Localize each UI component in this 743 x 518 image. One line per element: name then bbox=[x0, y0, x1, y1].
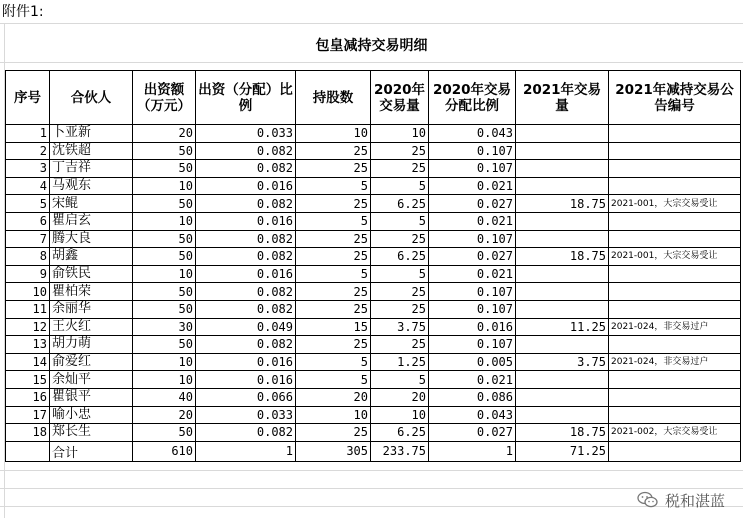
cell-partner: 郑长生 bbox=[50, 424, 133, 442]
cell-ratio2020: 0.021 bbox=[429, 371, 516, 389]
cell-partner: 余丽华 bbox=[50, 300, 133, 318]
cell-shares: 25 bbox=[296, 142, 371, 160]
cell-seq: 14 bbox=[6, 353, 50, 371]
cell-shares: 25 bbox=[296, 160, 371, 178]
table-row bbox=[6, 177, 741, 195]
cell-vol2021 bbox=[516, 160, 609, 178]
cell-ratio2020: 0.107 bbox=[429, 336, 516, 354]
header-notice2021: 2021年减持交易公告编号 bbox=[609, 71, 741, 125]
table-row bbox=[6, 406, 741, 424]
cell-vol2020: 5 bbox=[371, 265, 429, 283]
cell-capital: 20 bbox=[133, 125, 196, 143]
watermark bbox=[637, 486, 725, 514]
cell-partner: 余灿平 bbox=[50, 371, 133, 389]
cell-vol2020: 6.25 bbox=[371, 195, 429, 213]
cell-vol2020: 25 bbox=[371, 230, 429, 248]
cell-ratio2020: 0.043 bbox=[429, 125, 516, 143]
cell-capital: 50 bbox=[133, 300, 196, 318]
cell-seq: 5 bbox=[6, 195, 50, 213]
cell-notice2021 bbox=[609, 300, 741, 318]
cell-notice2021 bbox=[609, 230, 741, 248]
cell-vol2021: 18.75 bbox=[516, 424, 609, 442]
cell-seq: 18 bbox=[6, 424, 50, 442]
cell-shares: 5 bbox=[296, 353, 371, 371]
cell-notice2021 bbox=[609, 371, 741, 389]
cell-shares: 15 bbox=[296, 318, 371, 336]
table-row bbox=[6, 371, 741, 389]
cell-capital: 10 bbox=[133, 177, 196, 195]
cell-vol2021 bbox=[516, 336, 609, 354]
cell-vol2020: 5 bbox=[371, 177, 429, 195]
cell-shares: 25 bbox=[296, 248, 371, 266]
cell-vol2021 bbox=[516, 300, 609, 318]
cell-vol2021: 18.75 bbox=[516, 195, 609, 213]
cell-shares: 25 bbox=[296, 336, 371, 354]
cell-capital: 50 bbox=[133, 160, 196, 178]
header-shares: 持股数 bbox=[296, 71, 371, 125]
total-vol2020: 233.75 bbox=[371, 441, 429, 461]
table-row bbox=[6, 353, 741, 371]
header-row bbox=[6, 71, 741, 125]
cell-vol2021 bbox=[516, 212, 609, 230]
table-row bbox=[6, 125, 741, 143]
cell-partner: 腾大良 bbox=[50, 230, 133, 248]
cell-capital: 10 bbox=[133, 212, 196, 230]
cell-partner: 卜亚新 bbox=[50, 125, 133, 143]
cell-vol2021 bbox=[516, 388, 609, 406]
cell-notice2021 bbox=[609, 336, 741, 354]
cell-partner: 俞铁民 bbox=[50, 265, 133, 283]
cell-notice2021: 2021-001，大宗交易受让 bbox=[609, 195, 741, 213]
cell-ratio2020: 0.107 bbox=[429, 230, 516, 248]
table-body bbox=[6, 125, 741, 442]
cell-seq: 12 bbox=[6, 318, 50, 336]
cell-shares: 10 bbox=[296, 406, 371, 424]
cell-shares: 25 bbox=[296, 195, 371, 213]
cell-notice2021 bbox=[609, 283, 741, 301]
cell-vol2020: 25 bbox=[371, 160, 429, 178]
cell-vol2020: 10 bbox=[371, 406, 429, 424]
cell-capital: 10 bbox=[133, 371, 196, 389]
cell-ratio2020: 0.107 bbox=[429, 142, 516, 160]
reduction-table bbox=[5, 70, 741, 462]
cell-seq: 3 bbox=[6, 160, 50, 178]
cell-ratio: 0.082 bbox=[196, 424, 296, 442]
total-notice2021 bbox=[609, 441, 741, 461]
table-row bbox=[6, 283, 741, 301]
cell-capital: 10 bbox=[133, 265, 196, 283]
total-capital: 610 bbox=[133, 441, 196, 461]
cell-vol2020: 25 bbox=[371, 142, 429, 160]
cell-vol2020: 6.25 bbox=[371, 424, 429, 442]
cell-ratio2020: 0.021 bbox=[429, 265, 516, 283]
cell-vol2021: 18.75 bbox=[516, 248, 609, 266]
cell-vol2021 bbox=[516, 371, 609, 389]
cell-shares: 25 bbox=[296, 300, 371, 318]
cell-seq: 10 bbox=[6, 283, 50, 301]
table-row bbox=[6, 336, 741, 354]
cell-seq: 13 bbox=[6, 336, 50, 354]
cell-capital: 40 bbox=[133, 388, 196, 406]
header-ratio2020: 2020年交易分配比例 bbox=[429, 71, 516, 125]
cell-seq: 7 bbox=[6, 230, 50, 248]
cell-notice2021 bbox=[609, 142, 741, 160]
header-vol2020: 2020年交易量 bbox=[371, 71, 429, 125]
cell-notice2021: 2021-001，大宗交易受让 bbox=[609, 248, 741, 266]
table-row bbox=[6, 142, 741, 160]
cell-partner: 瞿银平 bbox=[50, 388, 133, 406]
cell-ratio2020: 0.016 bbox=[429, 318, 516, 336]
cell-partner: 沈铁超 bbox=[50, 142, 133, 160]
cell-shares: 10 bbox=[296, 125, 371, 143]
cell-vol2020: 5 bbox=[371, 212, 429, 230]
header-partner: 合伙人 bbox=[50, 71, 133, 125]
cell-shares: 5 bbox=[296, 265, 371, 283]
cell-ratio: 0.082 bbox=[196, 300, 296, 318]
cell-vol2021 bbox=[516, 230, 609, 248]
cell-vol2020: 20 bbox=[371, 388, 429, 406]
cell-ratio: 0.016 bbox=[196, 212, 296, 230]
table-row bbox=[6, 212, 741, 230]
cell-seq: 11 bbox=[6, 300, 50, 318]
cell-seq: 8 bbox=[6, 248, 50, 266]
cell-ratio: 0.082 bbox=[196, 336, 296, 354]
cell-ratio: 0.082 bbox=[196, 248, 296, 266]
cell-vol2020: 10 bbox=[371, 125, 429, 143]
watermark-text: 税和湛蓝 bbox=[664, 491, 725, 510]
cell-vol2020: 6.25 bbox=[371, 248, 429, 266]
cell-capital: 50 bbox=[133, 230, 196, 248]
header-ratio: 出资（分配）比例 bbox=[196, 71, 296, 125]
cell-capital: 50 bbox=[133, 248, 196, 266]
table-row bbox=[6, 265, 741, 283]
cell-notice2021 bbox=[609, 125, 741, 143]
total-ratio: 1 bbox=[196, 441, 296, 461]
cell-notice2021 bbox=[609, 212, 741, 230]
cell-ratio2020: 0.027 bbox=[429, 248, 516, 266]
cell-seq: 4 bbox=[6, 177, 50, 195]
cell-ratio: 0.082 bbox=[196, 283, 296, 301]
cell-ratio: 0.049 bbox=[196, 318, 296, 336]
cell-capital: 30 bbox=[133, 318, 196, 336]
cell-partner: 宋鲲 bbox=[50, 195, 133, 213]
total-shares: 305 bbox=[296, 441, 371, 461]
cell-notice2021 bbox=[609, 177, 741, 195]
cell-ratio: 0.066 bbox=[196, 388, 296, 406]
cell-seq: 6 bbox=[6, 212, 50, 230]
total-label: 合计 bbox=[50, 441, 133, 461]
cell-ratio: 0.016 bbox=[196, 265, 296, 283]
cell-notice2021 bbox=[609, 265, 741, 283]
cell-ratio2020: 0.027 bbox=[429, 424, 516, 442]
cell-ratio2020: 0.043 bbox=[429, 406, 516, 424]
cell-ratio: 0.082 bbox=[196, 195, 296, 213]
cell-ratio2020: 0.021 bbox=[429, 212, 516, 230]
cell-partner: 丁吉祥 bbox=[50, 160, 133, 178]
cell-partner: 瞿启玄 bbox=[50, 212, 133, 230]
table-title: 包皇减持交易明细 bbox=[315, 38, 428, 54]
cell-seq: 15 bbox=[6, 371, 50, 389]
cell-capital: 20 bbox=[133, 406, 196, 424]
cell-capital: 50 bbox=[133, 195, 196, 213]
total-seq bbox=[6, 441, 50, 461]
cell-ratio: 0.016 bbox=[196, 177, 296, 195]
cell-shares: 5 bbox=[296, 212, 371, 230]
cell-shares: 25 bbox=[296, 424, 371, 442]
table-row bbox=[6, 300, 741, 318]
cell-vol2020: 25 bbox=[371, 300, 429, 318]
total-vol2021: 71.25 bbox=[516, 441, 609, 461]
cell-vol2021: 3.75 bbox=[516, 353, 609, 371]
table-row bbox=[6, 160, 741, 178]
total-row bbox=[6, 441, 741, 461]
cell-seq: 9 bbox=[6, 265, 50, 283]
table-row bbox=[6, 318, 741, 336]
cell-ratio2020: 0.107 bbox=[429, 160, 516, 178]
cell-partner: 俞爱红 bbox=[50, 353, 133, 371]
cell-shares: 5 bbox=[296, 371, 371, 389]
cell-ratio: 0.082 bbox=[196, 142, 296, 160]
cell-ratio: 0.082 bbox=[196, 230, 296, 248]
cell-shares: 5 bbox=[296, 177, 371, 195]
wechat-icon bbox=[637, 491, 659, 509]
cell-ratio: 0.033 bbox=[196, 125, 296, 143]
cell-vol2021 bbox=[516, 125, 609, 143]
cell-partner: 胡力萌 bbox=[50, 336, 133, 354]
cell-capital: 50 bbox=[133, 142, 196, 160]
cell-notice2021 bbox=[609, 406, 741, 424]
cell-ratio2020: 0.027 bbox=[429, 195, 516, 213]
cell-partner: 马观东 bbox=[50, 177, 133, 195]
table-row bbox=[6, 195, 741, 213]
header-capital: 出资额（万元） bbox=[133, 71, 196, 125]
cell-notice2021: 2021-024，非交易过户 bbox=[609, 353, 741, 371]
cell-shares: 20 bbox=[296, 388, 371, 406]
cell-partner: 胡鑫 bbox=[50, 248, 133, 266]
cell-ratio: 0.016 bbox=[196, 371, 296, 389]
total-ratio2020: 1 bbox=[429, 441, 516, 461]
cell-vol2020: 1.25 bbox=[371, 353, 429, 371]
cell-capital: 50 bbox=[133, 336, 196, 354]
cell-capital: 10 bbox=[133, 353, 196, 371]
cell-vol2020: 25 bbox=[371, 336, 429, 354]
table-row bbox=[6, 248, 741, 266]
cell-notice2021 bbox=[609, 388, 741, 406]
cell-notice2021 bbox=[609, 160, 741, 178]
cell-capital: 50 bbox=[133, 283, 196, 301]
cell-vol2021 bbox=[516, 283, 609, 301]
cell-ratio2020: 0.086 bbox=[429, 388, 516, 406]
cell-capital: 50 bbox=[133, 424, 196, 442]
cell-vol2021 bbox=[516, 142, 609, 160]
table-row bbox=[6, 424, 741, 442]
cell-vol2020: 25 bbox=[371, 283, 429, 301]
cell-vol2020: 5 bbox=[371, 371, 429, 389]
cell-vol2021 bbox=[516, 406, 609, 424]
cell-notice2021: 2021-002，大宗交易受让 bbox=[609, 424, 741, 442]
cell-vol2021: 11.25 bbox=[516, 318, 609, 336]
cell-seq: 17 bbox=[6, 406, 50, 424]
attachment-label: 附件1: bbox=[2, 4, 44, 20]
cell-seq: 16 bbox=[6, 388, 50, 406]
cell-vol2020: 3.75 bbox=[371, 318, 429, 336]
cell-vol2021 bbox=[516, 177, 609, 195]
cell-partner: 王火红 bbox=[50, 318, 133, 336]
cell-ratio2020: 0.005 bbox=[429, 353, 516, 371]
cell-seq: 1 bbox=[6, 125, 50, 143]
cell-partner: 瞿柏荣 bbox=[50, 283, 133, 301]
cell-ratio2020: 0.021 bbox=[429, 177, 516, 195]
table-row bbox=[6, 388, 741, 406]
table-row bbox=[6, 230, 741, 248]
header-seq: 序号 bbox=[6, 71, 50, 125]
cell-ratio: 0.082 bbox=[196, 160, 296, 178]
cell-ratio: 0.016 bbox=[196, 353, 296, 371]
cell-ratio: 0.033 bbox=[196, 406, 296, 424]
cell-shares: 25 bbox=[296, 230, 371, 248]
cell-notice2021: 2021-024，非交易过户 bbox=[609, 318, 741, 336]
cell-seq: 2 bbox=[6, 142, 50, 160]
cell-ratio2020: 0.107 bbox=[429, 300, 516, 318]
cell-ratio2020: 0.107 bbox=[429, 283, 516, 301]
header-vol2021: 2021年交易量 bbox=[516, 71, 609, 125]
cell-vol2021 bbox=[516, 265, 609, 283]
cell-shares: 25 bbox=[296, 283, 371, 301]
cell-partner: 喻小忠 bbox=[50, 406, 133, 424]
